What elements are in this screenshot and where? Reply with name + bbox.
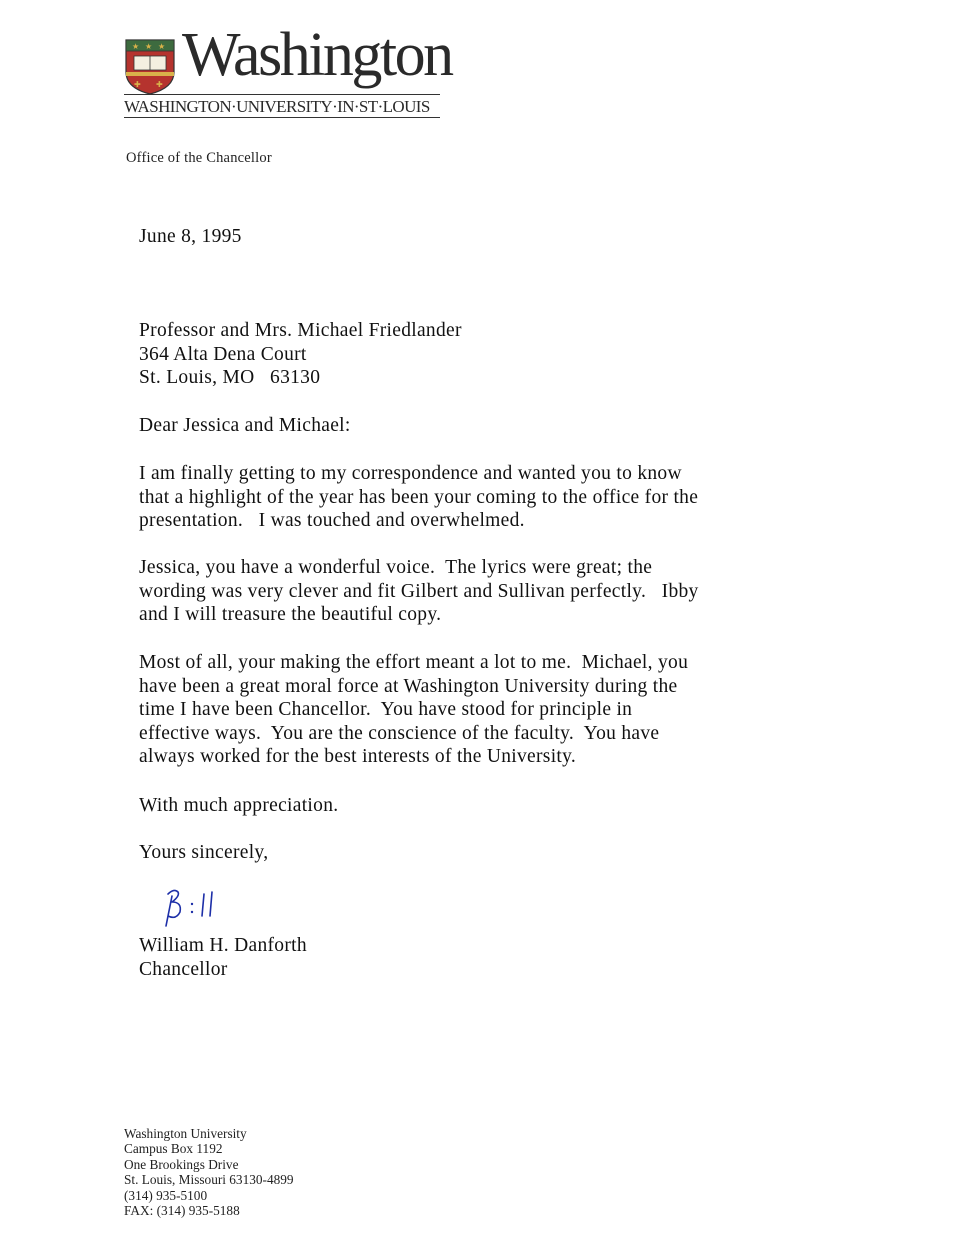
- svg-text:★: ★: [145, 42, 153, 51]
- closing-line: With much appreciation.: [139, 795, 339, 816]
- university-tagline: WASHINGTON·UNIVERSITY·IN·ST·LOUIS: [124, 97, 430, 116]
- wordmark: Washington: [182, 21, 452, 89]
- letter-date: June 8, 1995: [139, 226, 242, 247]
- paragraph-1: I am finally getting to my correspondence and wanted you to know that a highlight of the year has been your coming to the office for the presentation. I was touched and overwhelmed.: [139, 463, 699, 532]
- office-label: Office of the Chancellor: [126, 150, 272, 166]
- paragraph-3: Most of all, your making the effort meant a lot to me. Michael, you have been a great moral force at Washington University during the time I have been Chancellor. You have stood for principle in effective ways. You are the conscience of the faculty. You have always worked for the best interests of the University.: [139, 652, 689, 768]
- valediction: Yours sincerely,: [139, 842, 269, 863]
- letterhead-rule-bottom: [124, 117, 440, 118]
- recipient-address: Professor and Mrs. Michael Friedlander 364 Alta Dena Court St. Louis, MO 63130: [139, 320, 462, 389]
- letterhead: [122, 21, 452, 122]
- signer-block: William H. Danforth Chancellor: [139, 935, 307, 980]
- footer-address: Washington University Campus Box 1192 One Brookings Drive St. Louis, Missouri 63130-4899 (314) 935-5100 FAX: (314) 935-5188: [124, 1126, 294, 1219]
- letterhead-rule: [124, 94, 440, 95]
- handwritten-signature: [160, 882, 240, 932]
- svg-text:✚: ✚: [156, 80, 163, 89]
- paragraph-2: Jessica, you have a wonderful voice. The lyrics were great; the wording was very clever and fit Gilbert and Sullivan perfectly. Ibby and I will treasure the beautiful copy.: [139, 557, 699, 626]
- university-crest-icon: [124, 38, 176, 96]
- salutation: Dear Jessica and Michael:: [139, 415, 351, 436]
- svg-text:★: ★: [158, 42, 166, 51]
- svg-text:✚: ✚: [134, 80, 141, 89]
- svg-text:★: ★: [132, 42, 140, 51]
